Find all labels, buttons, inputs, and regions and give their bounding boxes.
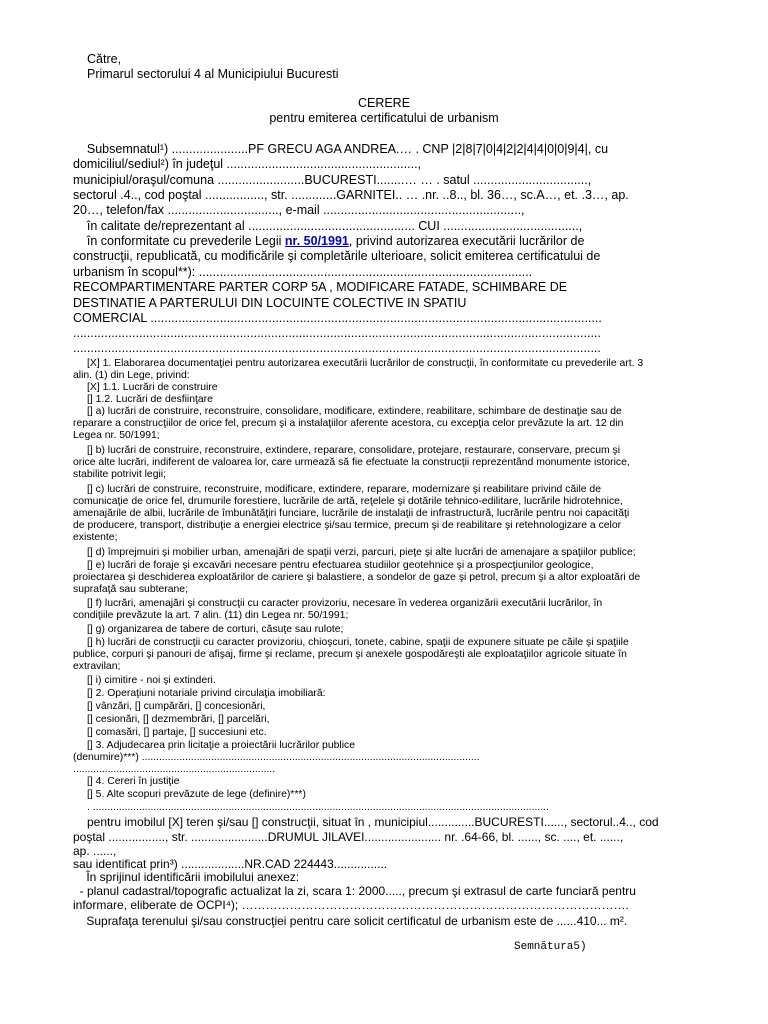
purpose-item: [X] 1. Elaborarea documentaţiei pentru autorizarea executării lucrărilor de construcţii, în conformitate cu prevederile art. 3 (87, 358, 644, 369)
purpose-item: amenajările de albii, lucrările de îmbunătăţiri funciare, lucrările de instalaţii de infrastructură, lucrările pentru noi capacităţi (73, 508, 630, 519)
purpose-item: (denumire)***) ..................................................................................................................... (73, 752, 480, 763)
purpose-text-1: RECOMPARTIMENTARE PARTER CORP 5A , MODIFICARE FATADE, SCHIMBARE DE (73, 280, 568, 294)
dotted-line: ........................................................................................................................................................ (73, 326, 601, 340)
purpose-item: comunicaţie de orice fel, drumurile forestiere, lucrările de artă, reţelele şi dotările tehnico-edilitare, lucrările hidrotehnice, (73, 496, 623, 507)
purpose-item: ...................................................................... (73, 764, 276, 775)
purpose-item: [] 4. Cereri în justiţie (87, 776, 180, 787)
law-suffix: , privind autorizarea executării lucrărilor de (348, 234, 585, 248)
purpose-item: [] c) lucrări de construire, reconstruire, modificare, extindere, reparare, modernizare şi reabilitare privind căile de (87, 484, 601, 495)
property-line-4: sau identificat prin³) ...................NR.CAD 224443................ (73, 857, 388, 871)
applicant-line-7 (73, 234, 584, 249)
purpose-item: [] b) lucrări de construire, reconstruire, extindere, reparare, consolidare, protejare, restaurare, conservare, precum şi (87, 445, 621, 456)
property-line-6: - planul cadastral/topografic actualizat la zi, scara 1: 2000....., precum şi extrasul de carte funciară pentru (73, 884, 636, 898)
purpose-item: reparare a construcţiilor de orice fel, precum şi a instalaţiilor aferente acestora, cu excepţia celor prevăzute la art. 12 din (73, 418, 624, 429)
purpose-item: [] a) lucrări de construire, reconstruire, consolidare, modificare, extindere, reabilitare, schimbare de destinaţie sau de (87, 406, 622, 417)
purpose-item: suprafaţă sau subterane; (73, 584, 188, 595)
purpose-item: [] 3. Adjudecarea prin licitaţie a proiectării lucrărilor publice (87, 740, 355, 751)
purpose-item: alin. (1) din Lege, privind: (73, 370, 190, 381)
dotted-line: ........................................................................................................................................................ (73, 341, 601, 355)
property-line-8: Suprafaţa terenului şi/sau construcţiei pentru care solicit certificatul de urbanism este de ......410... m². (73, 914, 628, 928)
recipient-label: Către, (87, 52, 122, 66)
purpose-item: [] vânzări, [] cumpărări, [] concesionări, (87, 701, 266, 712)
purpose-item: [] h) lucrări de construcţii cu caracter provizoriu, chioşcuri, tonete, cabine, spaţii de expunere situate pe căile şi spaţiile (87, 637, 629, 648)
purpose-item: stabilite potrivit legii; (73, 469, 166, 480)
applicant-line-8: construcţii, republicată, cu modificările şi completările ulterioare, solicit emiterea certificatului de (73, 249, 601, 263)
property-line-5: În sprijinul identificării imobilului anexez: (73, 870, 300, 884)
applicant-line-5: 20…, telefon/fax ................................, e-mail ........................................................., (73, 203, 525, 217)
purpose-item: . .............................................................................................................................................................. (87, 802, 549, 813)
applicant-line-3: municipiul/oraşul/comuna .........................BUCURESTI........… … . satul ................................., (73, 173, 592, 187)
purpose-item: condiţiile prevăzute la art. 7 alin. (11) din Legea nr. 50/1991; (73, 610, 349, 621)
property-line-1: pentru imobilul [X] teren şi/sau [] construcţii, situat în , municipiul..............BUCURESTI......, sectorul..4.., cod (87, 815, 659, 829)
purpose-item: [] 2. Operaţiuni notariale privind circulaţia imobiliară: (87, 688, 326, 699)
applicant-line-6: în calitate de/reprezentant al ................................................ CUI ......................................., (73, 219, 583, 233)
recipient-addressee: Primarul sectorului 4 al Municipiului Bucuresti (87, 67, 339, 81)
purpose-item: [] d) împrejmuiri şi mobilier urban, amenajări de spaţii verzi, parcuri, pieţe şi alte lucrări de amenajare a spaţiilor publice; (87, 547, 636, 558)
law-link[interactable]: nr. 50/1991 (284, 234, 349, 248)
purpose-text-3: COMERCIAL .................................................................................................................................. (73, 311, 602, 325)
document-title: CERERE (357, 96, 411, 110)
purpose-item: existente; (73, 532, 118, 543)
property-line-7: informare, eliberate de OCPI⁴); ……………………………………………………………………………………. (73, 898, 629, 912)
document-subtitle: pentru emiterea certificatului de urbanism (269, 111, 499, 125)
purpose-item: [] 1.2. Lucrări de desfiinţare (87, 394, 213, 405)
purpose-item: extravilan; (73, 661, 121, 672)
purpose-text-2: DESTINATIE A PARTERULUI DIN LOCUINTE COLECTIVE IN SPATIU (73, 296, 467, 310)
purpose-item: proiectarea şi deschiderea exploatărilor de cariere şi balastiere, a sondelor de gaze şi petrol, precum şi a altor exploatări de (73, 572, 641, 583)
applicant-line-9: urbanism în scopul**): ................................................................................................ (73, 265, 533, 279)
applicant-line-2: domiciliul/sediul²) în judeţul ......................................................., (73, 157, 422, 171)
applicant-line-1: Subsemnatul¹) ......................PF GRECU AGA ANDREA.… . CNP |2|8|7|0|4|2|2|4|4|0|0|9|4|, cu (73, 142, 609, 156)
purpose-item: [] comasări, [] partaje, [] succesiuni etc. (87, 727, 267, 738)
property-line-3: ap. ......, (73, 844, 117, 858)
purpose-item: publice, corpuri şi panouri de afişaj, firme şi reclame, precum şi anexele gospodăreşti ale exploataţiilor agricole situate în (73, 649, 627, 660)
purpose-item: orice alte lucrări, indiferent de valoarea lor, care urmează să fie efectuate la construcţii reprezentând monumente istorice, (73, 457, 630, 468)
applicant-line-4: sectorul .4.., cod poştal ................., str. .............GARNITEI.. … .nr. ..8.., bl. 36…, sc.A…, et. .3…, ap. (73, 188, 629, 202)
purpose-item: [] 5. Alte scopuri prevăzute de lege (definire)***) (87, 789, 306, 800)
property-line-2: poştal ................., str. .......................DRUMUL JILAVEI....................... nr. .64-66, bl. ......, sc. ...., et. ......, (73, 830, 624, 844)
purpose-item: Legea nr. 50/1991; (73, 430, 160, 441)
purpose-item: de producere, transport, distribuţie a energiei electrice şi/sau termice, precum şi de reabilitare şi retehnologizare a celor (73, 520, 622, 531)
purpose-item: [] i) cimitire - noi şi extinderi. (87, 675, 216, 686)
purpose-item: [] e) lucrări de foraje şi excavări necesare pentru efectuarea studiilor geotehnice şi a prospecţiunilor geologice, (87, 560, 594, 571)
law-prefix: în conformitate cu prevederile Legii (73, 234, 285, 248)
purpose-item: [] cesionări, [] dezmembrări, [] parcelări, (87, 714, 270, 725)
purpose-item: [] g) organizarea de tabere de corturi, căsuţe sau rulote; (87, 624, 344, 635)
purpose-item: [] f) lucrări, amenajări şi construcţii cu caracter provizoriu, necesare în vederea organizării executării lucrărilor, în (87, 598, 603, 609)
signature-label: Semnătura5) (514, 941, 587, 953)
purpose-item: [X] 1.1. Lucrări de construire (87, 382, 218, 393)
